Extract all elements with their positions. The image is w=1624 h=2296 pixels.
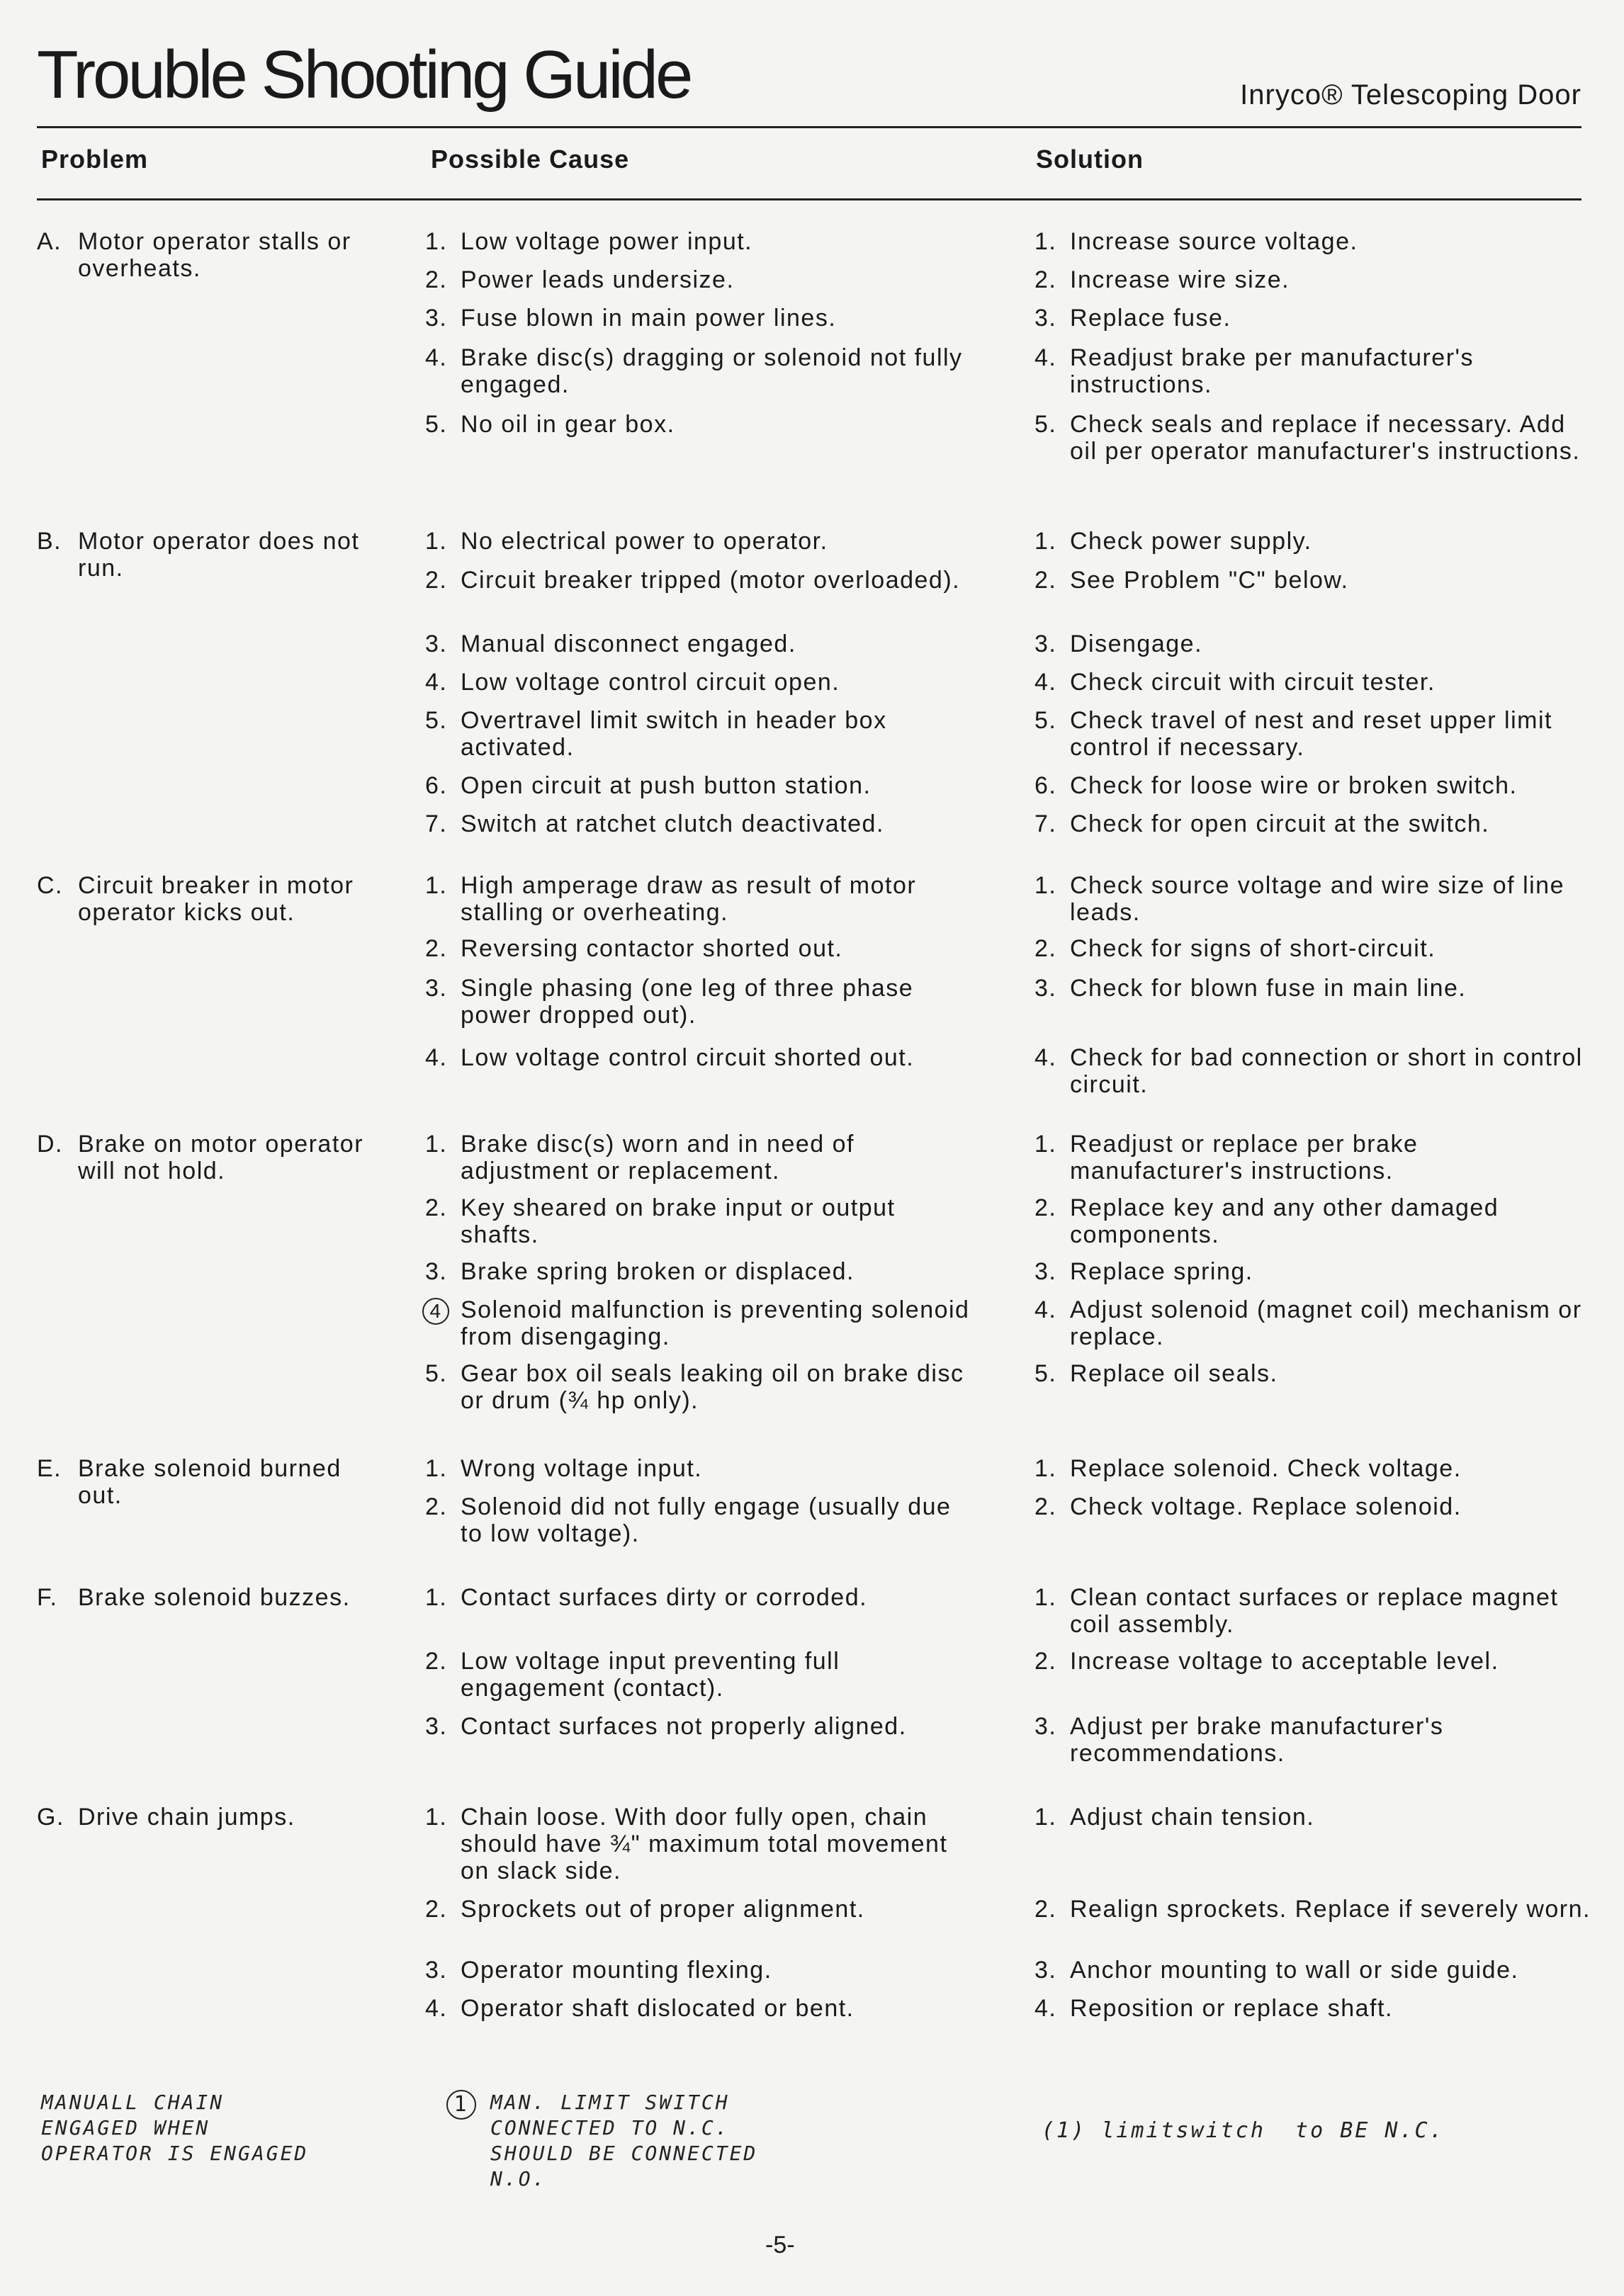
solution-text: Reposition or replace shaft. <box>1070 1995 1393 2022</box>
cause-text: No electrical power to operator. <box>461 528 828 555</box>
cause-text: Fuse blown in main power lines. <box>461 305 837 332</box>
col-header-cause: Possible Cause <box>431 145 630 174</box>
cause-number: 1. <box>425 228 448 255</box>
solution-text: Check voltage. Replace solenoid. <box>1070 1493 1462 1520</box>
cause-item <box>425 1584 978 1611</box>
cause-number: 5. <box>425 707 448 734</box>
solution-item <box>1034 975 1594 1002</box>
cause-text: Brake spring broken or displaced. <box>461 1258 855 1285</box>
solution-number: 3. <box>1034 1957 1057 1984</box>
solution-number: 4. <box>1034 344 1057 371</box>
solution-text: Increase source voltage. <box>1070 228 1358 255</box>
cause-number: 7. <box>425 810 448 837</box>
problem-text: Drive chain jumps. <box>78 1804 295 1831</box>
problem-text: Brake on motor operator will not hold. <box>78 1131 364 1184</box>
solution-number: 7. <box>1034 810 1057 837</box>
cause-item <box>425 1131 978 1184</box>
cause-item <box>425 266 978 293</box>
solution-text: Replace key and any other damaged components. <box>1070 1194 1499 1248</box>
solution-text: Check source voltage and wire size of line leads. <box>1070 872 1564 926</box>
solution-number: 4. <box>1034 1296 1057 1323</box>
problem-letter: D. <box>37 1131 63 1158</box>
cause-number: 1. <box>425 1131 448 1158</box>
cause-item <box>425 1044 978 1071</box>
solution-text: Check power supply. <box>1070 528 1312 555</box>
cause-number: 2. <box>425 1493 448 1520</box>
cause-text: Low voltage power input. <box>461 228 753 255</box>
solution-text: Increase voltage to acceptable level. <box>1070 1648 1499 1675</box>
cause-number: 2. <box>425 935 448 962</box>
solution-item <box>1034 228 1594 255</box>
cause-item <box>425 411 978 438</box>
handwritten-note-left: MANUALL CHAIN ENGAGED WHEN OPERATOR IS ENGAGED <box>41 2091 309 2165</box>
cause-item <box>425 1957 978 1984</box>
solution-number: 5. <box>1034 1360 1057 1387</box>
cause-text: Switch at ratchet clutch deactivated. <box>461 810 884 837</box>
solution-item <box>1034 411 1594 465</box>
solution-item <box>1034 630 1594 657</box>
cause-item <box>425 1296 978 1350</box>
solution-text: Check for signs of short-circuit. <box>1070 935 1436 962</box>
solution-number: 5. <box>1034 707 1057 734</box>
solution-item <box>1034 1493 1594 1520</box>
cause-text: High amperage draw as result of motor stalling or overheating. <box>461 872 917 926</box>
problem-text: Brake solenoid buzzes. <box>78 1584 351 1611</box>
cause-number: 3. <box>425 1258 448 1285</box>
solution-number: 3. <box>1034 1258 1057 1285</box>
solution-text: Realign sprockets. Replace if severely worn. <box>1070 1896 1591 1923</box>
problem-text: Circuit breaker in motor operator kicks out. <box>78 872 354 926</box>
cause-number: 1. <box>425 528 448 555</box>
cause-text: Brake disc(s) dragging or solenoid not fully engaged. <box>461 344 963 398</box>
cause-text: Low voltage input preventing full engagement (contact). <box>461 1648 840 1702</box>
solution-number: 4. <box>1034 1044 1057 1071</box>
solution-text: Clean contact surfaces or replace magnet coil assembly. <box>1070 1584 1559 1638</box>
problem-text: Brake solenoid burned out. <box>78 1455 342 1509</box>
solution-number: 1. <box>1034 872 1057 899</box>
cause-number: 3. <box>425 1957 448 1984</box>
solution-item <box>1034 772 1594 799</box>
cause-number: 1. <box>425 1804 448 1831</box>
handwritten-circled-number: 1 <box>446 2090 476 2120</box>
solution-item <box>1034 707 1594 761</box>
problem-f <box>37 1584 377 1611</box>
cause-text: Low voltage control circuit shorted out. <box>461 1044 915 1071</box>
solution-item <box>1034 935 1594 962</box>
problem-letter: A. <box>37 228 62 255</box>
solution-item <box>1034 1957 1594 1984</box>
problem-letter: G. <box>37 1804 64 1831</box>
cause-item <box>425 344 978 398</box>
cause-item <box>425 1455 978 1482</box>
cause-item <box>425 669 978 696</box>
cause-text: Contact surfaces dirty or corroded. <box>461 1584 868 1611</box>
cause-item <box>425 1648 978 1702</box>
cause-text: Sprockets out of proper alignment. <box>461 1896 865 1923</box>
solution-item <box>1034 266 1594 293</box>
col-header-problem: Problem <box>41 145 149 174</box>
cause-item <box>425 630 978 657</box>
cause-item <box>425 707 978 761</box>
solution-item <box>1034 305 1594 332</box>
cause-number: 1. <box>425 1584 448 1611</box>
solution-text: Check seals and replace if necessary. Add oil per operator manufacturer's instructions. <box>1070 411 1581 465</box>
solution-item <box>1034 1131 1594 1184</box>
solution-number: 3. <box>1034 305 1057 332</box>
solution-number: 1. <box>1034 528 1057 555</box>
problem-letter: B. <box>37 528 62 555</box>
solution-item <box>1034 1713 1594 1767</box>
handwritten-note-right: (1) limitswitch to BE N.C. <box>1042 2118 1445 2143</box>
solution-number: 1. <box>1034 1584 1057 1611</box>
solution-text: Readjust or replace per brake manufacturer's instructions. <box>1070 1131 1419 1184</box>
solution-text: Replace fuse. <box>1070 305 1231 332</box>
solution-number: 2. <box>1034 1648 1057 1675</box>
cause-text: Contact surfaces not properly aligned. <box>461 1713 907 1740</box>
cause-number: 5. <box>425 1360 448 1387</box>
solution-item <box>1034 810 1594 837</box>
cause-number: 2. <box>425 1648 448 1675</box>
solution-item <box>1034 1360 1594 1387</box>
cause-number: 4. <box>425 1995 448 2022</box>
solution-text: Check circuit with circuit tester. <box>1070 669 1436 696</box>
solution-text: Replace solenoid. Check voltage. <box>1070 1455 1462 1482</box>
cause-number: 1. <box>425 872 448 899</box>
solution-text: Replace oil seals. <box>1070 1360 1278 1387</box>
cause-item <box>425 1194 978 1248</box>
solution-text: Adjust solenoid (magnet coil) mechanism or replace. <box>1070 1296 1582 1350</box>
problem-a <box>37 228 377 282</box>
solution-text: See Problem "C" below. <box>1070 567 1349 594</box>
solution-item <box>1034 872 1594 926</box>
problem-g <box>37 1804 377 1831</box>
cause-item <box>425 567 978 594</box>
solution-number: 6. <box>1034 772 1057 799</box>
solution-text: Check for open circuit at the switch. <box>1070 810 1490 837</box>
cause-number: 4. <box>425 1044 448 1071</box>
top-rule <box>37 126 1581 128</box>
cause-item <box>425 1258 978 1285</box>
solution-number: 4. <box>1034 669 1057 696</box>
cause-text: Brake disc(s) worn and in need of adjustment or replacement. <box>461 1131 855 1184</box>
solution-item <box>1034 1258 1594 1285</box>
solution-item <box>1034 1648 1594 1675</box>
cause-text: Operator mounting flexing. <box>461 1957 772 1984</box>
solution-item <box>1034 1584 1594 1638</box>
solution-item <box>1034 669 1594 696</box>
page-number: -5- <box>765 2232 795 2258</box>
problem-text: Motor operator does not run. <box>78 528 360 582</box>
cause-number: 2. <box>425 266 448 293</box>
solution-number: 2. <box>1034 1896 1057 1923</box>
problem-letter: E. <box>37 1455 62 1482</box>
problem-letter: F. <box>37 1584 58 1611</box>
solution-item <box>1034 1455 1594 1482</box>
cause-text: Overtravel limit switch in header box activated. <box>461 707 887 761</box>
solution-item <box>1034 1804 1594 1831</box>
cause-number <box>425 1296 449 1325</box>
solution-text: Increase wire size. <box>1070 266 1290 293</box>
solution-number: 2. <box>1034 1493 1057 1520</box>
solution-number: 2. <box>1034 266 1057 293</box>
cause-item <box>425 935 978 962</box>
cause-text: Single phasing (one leg of three phase power dropped out). <box>461 975 914 1029</box>
cause-text: Chain loose. With door fully open, chain should have ¾" maximum total movement on slack side. <box>461 1804 948 1884</box>
handwritten-note-middle <box>446 2090 757 2192</box>
cause-text: Power leads undersize. <box>461 266 735 293</box>
solution-number: 1. <box>1034 1131 1057 1158</box>
cause-item <box>425 1493 978 1547</box>
solution-text: Adjust chain tension. <box>1070 1804 1315 1831</box>
cause-number: 4. <box>425 344 448 371</box>
cause-item <box>425 810 978 837</box>
solution-item <box>1034 1896 1594 1923</box>
solution-text: Disengage. <box>1070 630 1203 657</box>
problem-letter: C. <box>37 872 63 899</box>
cause-number: 3. <box>425 1713 448 1740</box>
cause-text: No oil in gear box. <box>461 411 675 438</box>
cause-number: 3. <box>425 305 448 332</box>
cause-item <box>425 872 978 926</box>
solution-text: Check for bad connection or short in control circuit. <box>1070 1044 1583 1098</box>
problem-text: Motor operator stalls or overheats. <box>78 228 351 282</box>
solution-item <box>1034 1296 1594 1350</box>
solution-number: 2. <box>1034 1194 1057 1221</box>
cause-number: 6. <box>425 772 448 799</box>
solution-number: 4. <box>1034 1995 1057 2022</box>
cause-text: Low voltage control circuit open. <box>461 669 840 696</box>
cause-number: 1. <box>425 1455 448 1482</box>
cause-item <box>425 228 978 255</box>
cause-item <box>425 975 978 1029</box>
circled-number: 4 <box>422 1298 449 1325</box>
solution-item <box>1034 344 1594 398</box>
cause-item <box>425 1995 978 2022</box>
cause-number: 2. <box>425 567 448 594</box>
cause-number: 2. <box>425 1194 448 1221</box>
cause-text: Operator shaft dislocated or bent. <box>461 1995 855 2022</box>
solution-number: 1. <box>1034 1804 1057 1831</box>
cause-number: 4. <box>425 669 448 696</box>
cause-number: 2. <box>425 1896 448 1923</box>
solution-text: Check for loose wire or broken switch. <box>1070 772 1518 799</box>
cause-text: Solenoid malfunction is preventing solenoid from disengaging. <box>461 1296 970 1350</box>
solution-number: 5. <box>1034 411 1057 438</box>
solution-number: 2. <box>1034 935 1057 962</box>
cause-number: 3. <box>425 975 448 1002</box>
page-title: Trouble Shooting Guide <box>37 37 691 113</box>
cause-item <box>425 305 978 332</box>
cause-text: Reversing contactor shorted out. <box>461 935 843 962</box>
solution-number: 3. <box>1034 975 1057 1002</box>
problem-d <box>37 1131 377 1184</box>
header-rule <box>37 198 1581 200</box>
solution-number: 2. <box>1034 567 1057 594</box>
cause-item <box>425 772 978 799</box>
cause-text: Solenoid did not fully engage (usually due to low voltage). <box>461 1493 952 1547</box>
solution-text: Readjust brake per manufacturer's instructions. <box>1070 344 1474 398</box>
solution-number: 3. <box>1034 1713 1057 1740</box>
solution-item <box>1034 1044 1594 1098</box>
cause-text: Key sheared on brake input or output shafts. <box>461 1194 896 1248</box>
solution-item <box>1034 1995 1594 2022</box>
cause-item <box>425 1360 978 1414</box>
problem-e <box>37 1455 377 1509</box>
problem-b <box>37 528 377 582</box>
cause-text: Wrong voltage input. <box>461 1455 703 1482</box>
handwritten-note-middle-text: MAN. LIMIT SWITCH CONNECTED TO N.C. SHOULD BE CONNECTED N.O. <box>490 2091 758 2190</box>
solution-text: Check for blown fuse in main line. <box>1070 975 1467 1002</box>
cause-text: Circuit breaker tripped (motor overloaded). <box>461 567 961 594</box>
solution-item <box>1034 567 1594 594</box>
brand-label: Inryco® Telescoping Door <box>1240 79 1581 111</box>
solution-text: Adjust per brake manufacturer's recommendations. <box>1070 1713 1444 1767</box>
col-header-solution: Solution <box>1036 145 1144 174</box>
cause-text: Manual disconnect engaged. <box>461 630 796 657</box>
cause-item <box>425 1713 978 1740</box>
cause-text: Gear box oil seals leaking oil on brake disc or drum (¾ hp only). <box>461 1360 964 1414</box>
solution-number: 3. <box>1034 630 1057 657</box>
solution-number: 1. <box>1034 1455 1057 1482</box>
cause-number: 3. <box>425 630 448 657</box>
solution-item <box>1034 1194 1594 1248</box>
cause-text: Open circuit at push button station. <box>461 772 872 799</box>
cause-number: 5. <box>425 411 448 438</box>
solution-text: Replace spring. <box>1070 1258 1253 1285</box>
solution-text: Anchor mounting to wall or side guide. <box>1070 1957 1519 1984</box>
solution-item <box>1034 528 1594 555</box>
cause-item <box>425 1804 978 1884</box>
cause-item <box>425 1896 978 1923</box>
problem-c <box>37 872 377 926</box>
solution-text: Check travel of nest and reset upper limit control if necessary. <box>1070 707 1552 761</box>
cause-item <box>425 528 978 555</box>
solution-number: 1. <box>1034 228 1057 255</box>
